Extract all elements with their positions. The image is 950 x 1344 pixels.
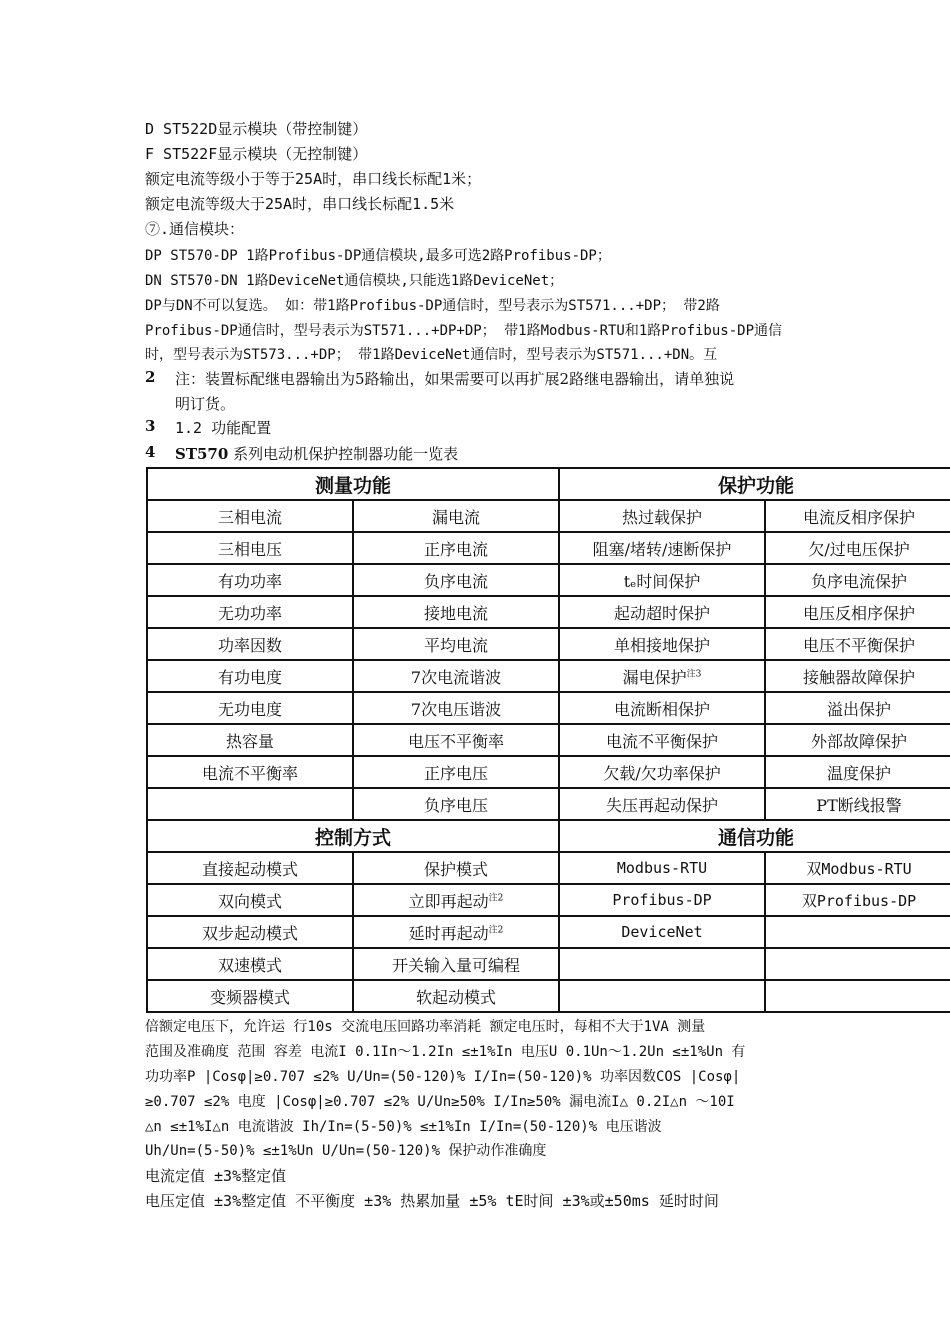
table-cell: 三相电压 bbox=[147, 532, 353, 564]
table-cell: 无功电度 bbox=[147, 692, 353, 724]
caption-model: ST570 bbox=[175, 445, 229, 463]
spec-line: Uh/Un=(5-50)% ≤±1%Un U/Un=(50-120)% 保护动作准确度 bbox=[145, 1143, 547, 1159]
table-caption bbox=[175, 443, 458, 464]
table-cell: 热容量 bbox=[147, 724, 353, 756]
table-cell: 变频器模式 bbox=[147, 980, 353, 1012]
header-measurement: 测量功能 bbox=[147, 468, 559, 500]
footnote-mark: 注2 bbox=[488, 925, 504, 936]
footnote-mark: 注2 bbox=[488, 893, 504, 904]
function-table bbox=[146, 467, 950, 1013]
table-cell: 阻塞/堵转/速断保护 bbox=[559, 532, 765, 564]
table-cell: 双步起动模式 bbox=[147, 916, 353, 948]
cell-text: 漏电保护 bbox=[622, 667, 687, 687]
footnote-mark: 注3 bbox=[686, 669, 702, 680]
table-cell: 漏电流 bbox=[353, 500, 559, 532]
table-cell: 负序电流 bbox=[353, 564, 559, 596]
spec-line: 范围及准确度 范围 容差 电流I 0.1In～1.2In ≤±1%In 电压U 0.1Un～1.2Un ≤±1%Un 有 bbox=[145, 1044, 746, 1060]
table-cell: 有功功率 bbox=[147, 564, 353, 596]
comm-line: DP ST570-DP 1路Profibus-DP通信模块,最多可选2路Profibus-DP； bbox=[145, 248, 611, 264]
table-cell: 三相电流 bbox=[147, 500, 353, 532]
comm-line: 时，型号表示为ST573...+DP； 带1路DeviceNet通信时，型号表示为ST571...+DN。互 bbox=[145, 347, 718, 363]
table-cell bbox=[765, 980, 950, 1012]
comm-line: Profibus-DP通信时，型号表示为ST571...+DP+DP； 带1路Modbus-RTU和1路Profibus-DP通信 bbox=[145, 323, 783, 339]
comm-line: DP与DN不可以复选。 如：带1路Profibus-DP通信时，型号表示为ST571...+DP； 带2路 bbox=[145, 298, 720, 314]
table-cell: 双Profibus-DP bbox=[765, 884, 950, 916]
note-text: 注：装置标配继电器输出为5路输出，如果需要可以再扩展2路继电器输出，请单独说 bbox=[175, 370, 735, 388]
table-cell: 开关输入量可编程 bbox=[353, 948, 559, 980]
table-cell bbox=[765, 916, 950, 948]
table-cell: 外部故障保护 bbox=[765, 724, 950, 756]
table-cell: 负序电压 bbox=[353, 788, 559, 820]
caption-text: 系列电动机保护控制器功能一览表 bbox=[233, 445, 459, 463]
item-number: 2 bbox=[145, 368, 156, 386]
table-cell: 无功功率 bbox=[147, 596, 353, 628]
spec-line: 倍额定电压下，允许运 行10s 交流电压回路功率消耗 额定电压时，每相不大于1VA 测量 bbox=[145, 1019, 706, 1035]
table-cell bbox=[147, 788, 353, 820]
table-cell: 接地电流 bbox=[353, 596, 559, 628]
table-cell bbox=[353, 884, 559, 916]
table-cell: 接触器故障保护 bbox=[765, 660, 950, 692]
text-line: 额定电流等级大于25A时，串口线长标配1.5米 bbox=[145, 195, 455, 213]
table-cell: DeviceNet bbox=[559, 916, 765, 948]
header-communication: 通信功能 bbox=[559, 820, 950, 852]
table-cell: 温度保护 bbox=[765, 756, 950, 788]
table-cell: 单相接地保护 bbox=[559, 628, 765, 660]
table-cell: 起动超时保护 bbox=[559, 596, 765, 628]
table-cell bbox=[353, 916, 559, 948]
text-line: ⑦.通信模块： bbox=[145, 220, 245, 238]
table-cell: 双向模式 bbox=[147, 884, 353, 916]
table-cell: 功率因数 bbox=[147, 628, 353, 660]
spec-line: 功功率P |Cosφ|≥0.707 ≤2% U/Un=(50-120)% I/In=(50-120)% 功率因数COS |Cosφ| bbox=[145, 1069, 741, 1085]
text-line: 额定电流等级小于等于25A时，串口线长标配1米； bbox=[145, 170, 482, 188]
table-cell: 电压反相序保护 bbox=[765, 596, 950, 628]
header-protection: 保护功能 bbox=[559, 468, 950, 500]
table-cell: 电流反相序保护 bbox=[765, 500, 950, 532]
section-title: 1.2 功能配置 bbox=[175, 419, 272, 437]
table-cell bbox=[559, 660, 765, 692]
item-number: 4 bbox=[145, 443, 156, 461]
table-cell: 7次电压谐波 bbox=[353, 692, 559, 724]
table-cell: 正序电流 bbox=[353, 532, 559, 564]
table-cell: 正序电压 bbox=[353, 756, 559, 788]
text-line: D ST522D显示模块（带控制键） bbox=[145, 120, 368, 138]
table-cell: 溢出保护 bbox=[765, 692, 950, 724]
cell-text: 延时再起动 bbox=[408, 923, 489, 943]
table-cell: 7次电流谐波 bbox=[353, 660, 559, 692]
table-cell: 电流断相保护 bbox=[559, 692, 765, 724]
table-cell: 失压再起动保护 bbox=[559, 788, 765, 820]
table-cell: Profibus-DP bbox=[559, 884, 765, 916]
table-cell: 平均电流 bbox=[353, 628, 559, 660]
table-cell: 电流不平衡保护 bbox=[559, 724, 765, 756]
cell-text: 立即再起动 bbox=[408, 891, 489, 911]
table-cell: PT断线报警 bbox=[765, 788, 950, 820]
table-cell: 欠/过电压保护 bbox=[765, 532, 950, 564]
table-cell: 双速模式 bbox=[147, 948, 353, 980]
table-cell: 欠载/欠功率保护 bbox=[559, 756, 765, 788]
table-cell: 直接起动模式 bbox=[147, 852, 353, 884]
table-cell: tₑ时间保护 bbox=[559, 564, 765, 596]
table-cell: 电流不平衡率 bbox=[147, 756, 353, 788]
table-cell: 有功电度 bbox=[147, 660, 353, 692]
table-cell: 电压不平衡率 bbox=[353, 724, 559, 756]
table-cell: 双Modbus-RTU bbox=[765, 852, 950, 884]
spec-line: 电流定值 ±3%整定值 bbox=[145, 1167, 287, 1185]
table-cell: 电压不平衡保护 bbox=[765, 628, 950, 660]
header-control: 控制方式 bbox=[147, 820, 559, 852]
table-cell: 热过载保护 bbox=[559, 500, 765, 532]
table-cell: 软起动模式 bbox=[353, 980, 559, 1012]
table-cell: 保护模式 bbox=[353, 852, 559, 884]
table-cell: 负序电流保护 bbox=[765, 564, 950, 596]
table-cell bbox=[559, 948, 765, 980]
spec-line: ≥0.707 ≤2% 电度 |Cosφ|≥0.707 ≤2% U/Un≥50% I/In≥50% 漏电流I△ 0.2I△n ～10I bbox=[145, 1094, 735, 1110]
spec-line: △n ≤±1%I△n 电流谐波 Ih/In=(5-50)% ≤±1%In I/In=(50-120)% 电压谐波 bbox=[145, 1119, 662, 1135]
item-number: 3 bbox=[145, 417, 156, 435]
spec-line: 电压定值 ±3%整定值 不平衡度 ±3% 热累加量 ±5% tE时间 ±3%或±50ms 延时时间 bbox=[145, 1192, 719, 1210]
table-cell: Modbus-RTU bbox=[559, 852, 765, 884]
text-line: F ST522F显示模块（无控制键） bbox=[145, 145, 368, 163]
note-text-cont: 明订货。 bbox=[175, 395, 236, 413]
table-cell bbox=[765, 948, 950, 980]
comm-line: DN ST570-DN 1路DeviceNet通信模块,只能选1路DeviceNet； bbox=[145, 273, 564, 289]
table-cell bbox=[559, 980, 765, 1012]
